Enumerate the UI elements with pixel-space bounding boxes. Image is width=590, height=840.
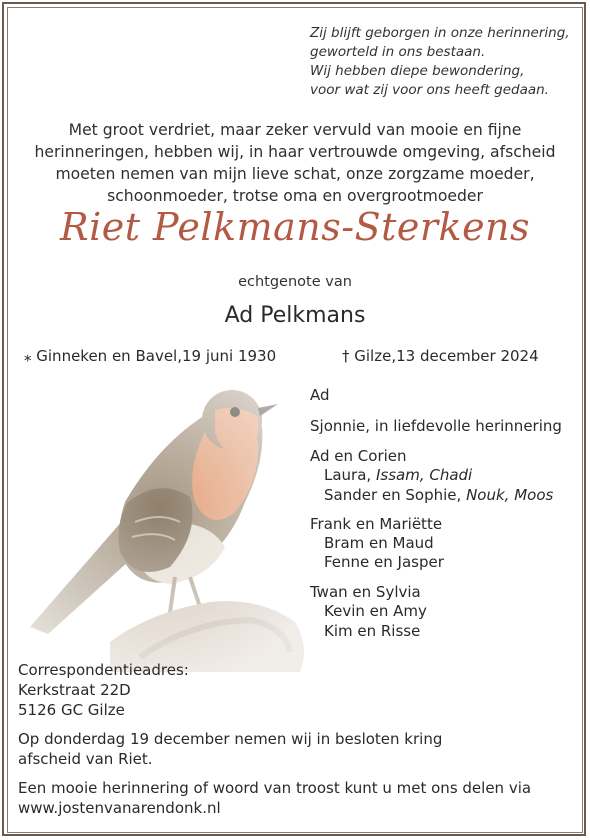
family-twan: Twan en Sylvia	[310, 583, 421, 601]
farewell-line-1: Op donderdag 19 december nemen wij in besloten kring	[18, 730, 443, 748]
poem	[310, 24, 580, 100]
farewell-text	[18, 729, 442, 769]
family-frank: Frank en Mariëtte	[310, 515, 443, 533]
family-ad-corien: Ad en Corien	[310, 447, 407, 465]
intro-line-3: moeten nemen van mijn lieve schat, onze zorgzame moeder,	[55, 165, 535, 183]
family-kevin: Kevin en Amy	[324, 602, 427, 620]
birth-info: ⁎ Ginneken en Bavel,19 juni 1930	[24, 347, 277, 365]
intro-line-4: schoonmoeder, trotse oma en overgrootmoeder	[107, 187, 483, 205]
family-laura-children: Issam, Chadi	[375, 466, 473, 484]
website-link[interactable]: www.jostenvanarendonk.nl	[18, 799, 221, 817]
correspondence-address	[18, 660, 189, 720]
family-fenne: Fenne en Jasper	[324, 553, 444, 571]
family-sander	[310, 486, 553, 504]
poem-line-3: Wij hebben diepe bewondering,	[310, 63, 525, 79]
family-sander-name: Sander en Sophie,	[324, 486, 467, 504]
intro-line-2: herinneringen, hebben wij, in haar vertrouwde omgeving, afscheid	[34, 143, 556, 161]
intro-line-1: Met groot verdriet, maar zeker vervuld van mooie en fijne	[68, 121, 522, 139]
family-bram: Bram en Maud	[324, 534, 434, 552]
spouse-label: echtgenote van	[238, 274, 352, 290]
robin-bird-image	[10, 372, 310, 672]
spouse-name: Ad Pelkmans	[224, 303, 366, 328]
family-ad: Ad	[310, 386, 330, 404]
family-kim: Kim en Risse	[324, 622, 421, 640]
poem-line-2: geworteld in ons bestaan.	[310, 44, 486, 60]
correspondence-street: Kerkstraat 22D	[18, 681, 131, 699]
condolence-text	[18, 778, 531, 818]
poem-line-1: Zij blijft geborgen in onze herinnering,	[310, 25, 570, 41]
death-info: † Gilze,13 december 2024	[342, 347, 539, 365]
farewell-line-2: afscheid van Riet.	[18, 750, 153, 768]
intro-text	[0, 119, 590, 207]
family-laura-name: Laura,	[324, 466, 376, 484]
family-sander-children: Nouk, Moos	[466, 486, 554, 504]
family-laura	[310, 466, 472, 484]
deceased-name: Riet Pelkmans-Sterkens	[59, 205, 531, 249]
correspondence-city: 5126 GC Gilze	[18, 701, 125, 719]
correspondence-label: Correspondentieadres:	[18, 661, 189, 679]
family-sjonnie: Sjonnie, in liefdevolle herinnering	[310, 417, 562, 435]
condolence-line-1: Een mooie herinnering of woord van troost kunt u met ons delen via	[18, 779, 532, 797]
poem-line-4: voor wat zij voor ons heeft gedaan.	[310, 82, 549, 98]
